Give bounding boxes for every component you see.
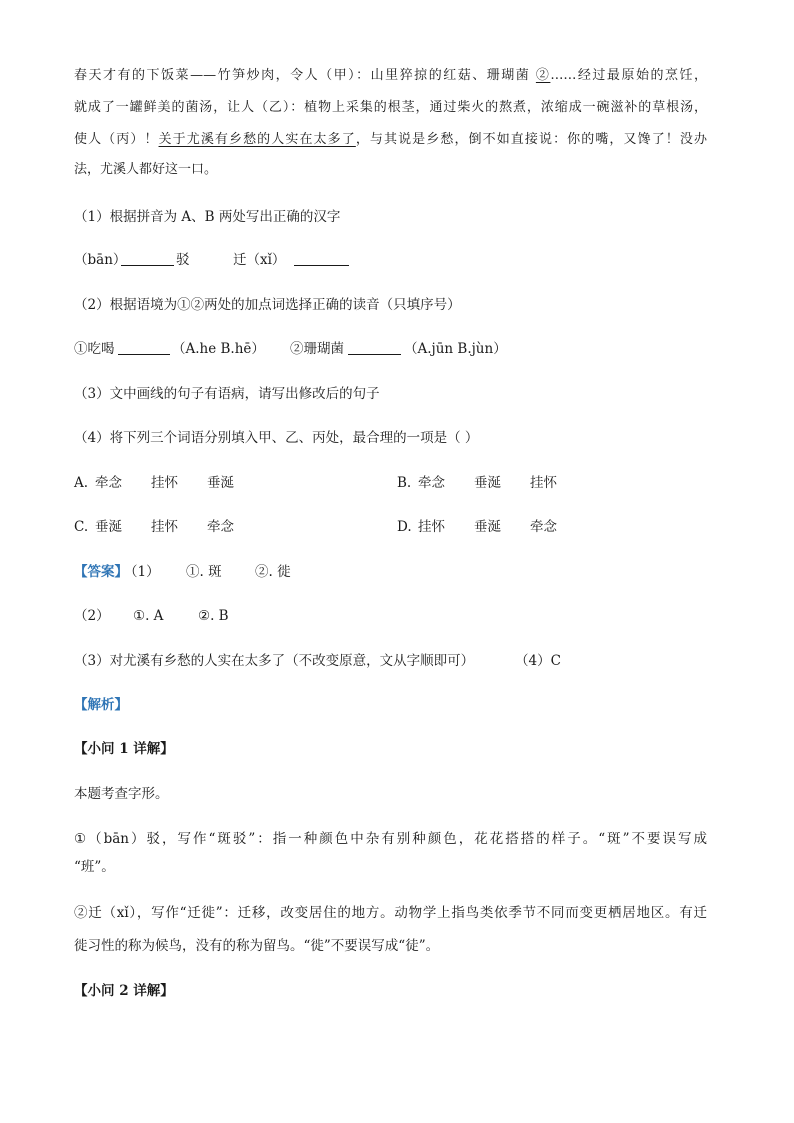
option-word: 牵念 — [530, 519, 557, 535]
blank-item-2[interactable] — [348, 354, 401, 355]
char-bo: 驳 — [176, 252, 190, 268]
passage-line-1-text: 春天才有的下饭菜——竹笋炒肉，令人（甲）：山里猝掠的红菇、珊瑚菌 — [74, 68, 536, 83]
explanation-1-line-2: “班”。 — [74, 859, 115, 875]
question-1-prompt: （1）根据拼音为 A、B 两处写出正确的汉字 — [74, 209, 341, 225]
passage-line-4: 法，尤溪人都好这一口。 — [74, 162, 218, 177]
option-word: 牵念 — [95, 475, 122, 491]
blank-item-1[interactable] — [118, 354, 170, 355]
item-1-label: ①吃喝 — [74, 341, 115, 357]
option-word: 挂怀 — [530, 475, 557, 491]
answer-2-a: ①. A — [133, 608, 164, 624]
answer-tag: 【答案】 — [74, 564, 128, 580]
passage-line-3 — [74, 130, 707, 150]
option-a-letter: A. — [74, 475, 89, 491]
underlined-sentence: 关于尤溪有乡愁的人实在太多了 — [158, 132, 356, 147]
question-3-prompt: （3）文中画线的句子有语病，请写出修改后的句子 — [74, 386, 380, 402]
question-4-options-row-2 — [74, 517, 707, 537]
blank-b[interactable] — [294, 265, 349, 266]
option-b[interactable] — [397, 473, 586, 493]
passage-line-3-tail: ，与其说是乡愁，倒不如直接说：你的嘴，又馋了！没办 — [355, 132, 707, 147]
explanation-2-line-2: 徙习性的称为候鸟，没有的称为留鸟。“徙”不要误写成“徒”。 — [74, 938, 440, 954]
answer-4: （4）C — [515, 653, 561, 669]
item-1-options: （A.he B.hē） — [172, 341, 265, 357]
subquestion-1-heading: 【小问 1 详解】 — [74, 741, 174, 757]
option-word: 垂涎 — [95, 519, 122, 535]
question-2-prompt: （2）根据语境为①②两处的加点词选择正确的读音（只填序号） — [74, 297, 461, 313]
option-word: 挂怀 — [418, 519, 445, 535]
answer-row-2 — [74, 606, 707, 626]
item-2-label: ②珊瑚菌 — [290, 341, 344, 357]
option-d-letter: D. — [397, 519, 412, 535]
answer-row-1 — [74, 562, 707, 582]
passage-line-2: 就成了一罐鲜美的菌汤，让人（乙）：植物上采集的根茎，通过柴火的熬煮，浓缩成一碗滋补的草根汤， — [74, 100, 707, 115]
answer-1-a: ①. 斑 — [186, 564, 222, 580]
answer-1-number: （1） — [124, 564, 160, 580]
question-2-items — [74, 339, 707, 359]
passage-marker-2: ② — [535, 68, 551, 83]
option-word: 挂怀 — [151, 519, 178, 535]
explanation-2-line-1: ②迁（xǐ），写作“迁徙”：迁移，改变居住的地方。动物学上指鸟类依季节不同而变更栖居地区。有迁 — [74, 905, 707, 921]
answer-1-b: ②. 徙 — [255, 564, 291, 580]
option-c[interactable] — [74, 517, 263, 537]
answer-2-number: （2） — [74, 608, 110, 624]
subquestion-1-intro: 本题考查字形。 — [74, 786, 169, 802]
option-word: 挂怀 — [151, 475, 178, 491]
explanation-1-line-1: ①（bān）驳，写作“斑驳”：指一种颜色中杂有别种颜色，花花搭搭的样子。“斑”不要误写成 — [74, 831, 707, 847]
option-c-letter: C. — [74, 519, 89, 535]
answer-2-b: ②. B — [198, 608, 229, 624]
question-1-blanks — [74, 250, 707, 270]
subquestion-2-heading: 【小问 2 详解】 — [74, 983, 174, 999]
analysis-tag: 【解析】 — [74, 697, 128, 713]
question-4-prompt: （4）将下列三个词语分别填入甲、乙、丙处，最合理的一项是（ ） — [74, 430, 479, 446]
option-word: 垂涎 — [474, 475, 501, 491]
option-word: 牵念 — [418, 475, 445, 491]
item-2-options: （A.jūn B.jùn） — [404, 341, 507, 357]
option-a[interactable] — [74, 473, 263, 493]
pinyin-ban: （bān） — [74, 252, 127, 268]
qian-xi-label: 迁（xǐ） — [233, 252, 286, 268]
answer-3: （3）对尤溪有乡愁的人实在太多了（不改变原意，文从字顺即可） — [74, 653, 475, 669]
passage-line-1-tail: ……经过最原始的烹饪， — [550, 68, 707, 83]
option-word: 牵念 — [207, 519, 234, 535]
option-d[interactable] — [397, 517, 586, 537]
answer-row-3 — [74, 651, 707, 671]
option-word: 垂涎 — [207, 475, 234, 491]
question-4-options-row-1 — [74, 473, 707, 493]
blank-a[interactable] — [121, 265, 174, 266]
passage-line-1 — [74, 66, 707, 86]
passage-line-3-text: 使人（丙）！ — [74, 132, 159, 147]
option-word: 垂涎 — [474, 519, 501, 535]
option-b-letter: B. — [397, 475, 412, 491]
